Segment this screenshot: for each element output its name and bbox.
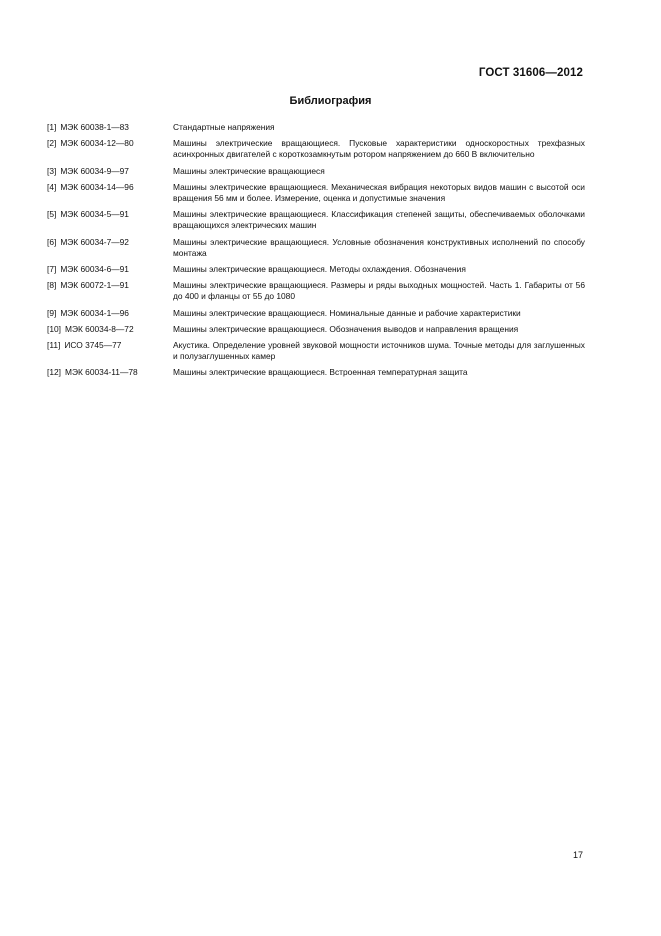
entry-code: ИСО 3745—77 xyxy=(64,340,122,351)
bibliography-entry xyxy=(47,308,585,319)
entry-code: МЭК 60072-1—91 xyxy=(60,280,129,291)
entry-number: [2] xyxy=(47,138,57,149)
entry-title: Стандартные напряжения xyxy=(173,122,275,132)
entry-code: МЭК 60034-1—96 xyxy=(60,307,129,318)
bibliography-entry xyxy=(47,367,585,378)
entry-reference xyxy=(47,237,173,259)
entry-number: [4] xyxy=(47,181,57,192)
entry-reference xyxy=(47,166,173,177)
bibliography-entry xyxy=(47,122,585,133)
entry-code: МЭК 60034-7—92 xyxy=(60,236,129,247)
bibliography-entry xyxy=(47,264,585,275)
entry-title: Машины электрические вращающиеся xyxy=(173,165,325,176)
entry-code: МЭК 60034-9—97 xyxy=(60,165,129,176)
entry-reference xyxy=(47,209,173,231)
entry-title: Машины электрические вращающиеся. Размеры и ряды выходных мощностей. Часть 1. Габариты от 56 до 400 и фланцы от 55 до 1080 xyxy=(173,280,585,302)
entry-code: МЭК 60034-12—80 xyxy=(60,138,134,149)
bibliography-entry xyxy=(47,182,585,204)
entry-number: [8] xyxy=(47,280,57,291)
entry-title: Машины электрические вращающиеся. Номинальные данные и рабочие характеристики xyxy=(173,307,521,318)
bibliography-entry xyxy=(47,237,585,259)
bibliography-entry xyxy=(47,340,585,362)
entry-code: МЭК 60034-8—72 xyxy=(64,323,134,334)
entry-number: [11] xyxy=(47,340,61,351)
entry-reference xyxy=(47,264,173,275)
entry-title: Машины электрические вращающиеся. Механическая вибрация некоторых видов машин с высотой оси вращения 56 мм и более. Измерение, оценка и допустимые значения xyxy=(173,181,585,204)
entry-number: [6] xyxy=(47,236,57,247)
entry-title: Машины электрические вращающиеся. Классификация степеней защиты, обеспечиваемых оболочками вращающихся электрических машин xyxy=(173,209,585,231)
entry-title: Машины электрические вращающиеся. Обозначения выводов и направления вращения xyxy=(173,323,519,334)
section-title: Библиография xyxy=(289,95,372,107)
bibliography-entry xyxy=(47,209,585,231)
bibliography-entry xyxy=(47,138,585,160)
entry-title: Акустика. Определение уровней звуковой мощности источников шума. Точные методы для заглушенных и полузаглушенных камер xyxy=(173,340,585,362)
bibliography-entry xyxy=(47,166,585,177)
entry-code: МЭК 60034-11—78 xyxy=(64,367,138,378)
entry-code: МЭК 60038-1—83 xyxy=(60,122,129,132)
entry-number: [5] xyxy=(47,209,57,220)
entry-title: Машины электрические вращающиеся. Встроенная температурная защита xyxy=(173,367,468,378)
entry-reference xyxy=(47,138,173,160)
entry-number: [7] xyxy=(47,264,57,275)
entry-number: [3] xyxy=(47,165,57,176)
bibliography-list xyxy=(47,122,585,384)
entry-reference xyxy=(47,367,173,378)
bibliography-entry xyxy=(47,324,585,335)
entry-title: Машины электрические вращающиеся. Методы охлаждения. Обозначения xyxy=(173,264,466,275)
entry-code: МЭК 60034-14—96 xyxy=(60,181,134,192)
entry-reference xyxy=(47,182,173,204)
entry-reference xyxy=(47,122,173,133)
entry-number: [9] xyxy=(47,307,57,318)
entry-reference xyxy=(47,340,173,362)
entry-reference xyxy=(47,324,173,335)
entry-title: Машины электрические вращающиеся. Пусковые характеристики односкоростных трехфазных асинхронных двигателей с короткозамкнутым ротором напряжением до 660 В включительно xyxy=(173,138,585,160)
entry-number: [1] xyxy=(47,122,57,132)
entry-title: Машины электрические вращающиеся. Условные обозначения конструктивных исполнений по способу монтажа xyxy=(173,236,585,258)
page-number: 17 xyxy=(572,850,583,860)
entry-number: [10] xyxy=(47,323,61,334)
entry-code: МЭК 60034-6—91 xyxy=(60,264,129,275)
entry-code: МЭК 60034-5—91 xyxy=(60,209,129,220)
bibliography-entry xyxy=(47,280,585,302)
document-code: ГОСТ 31606—2012 xyxy=(478,67,583,79)
entry-number: [12] xyxy=(47,367,61,378)
entry-reference xyxy=(47,280,173,302)
entry-reference xyxy=(47,308,173,319)
